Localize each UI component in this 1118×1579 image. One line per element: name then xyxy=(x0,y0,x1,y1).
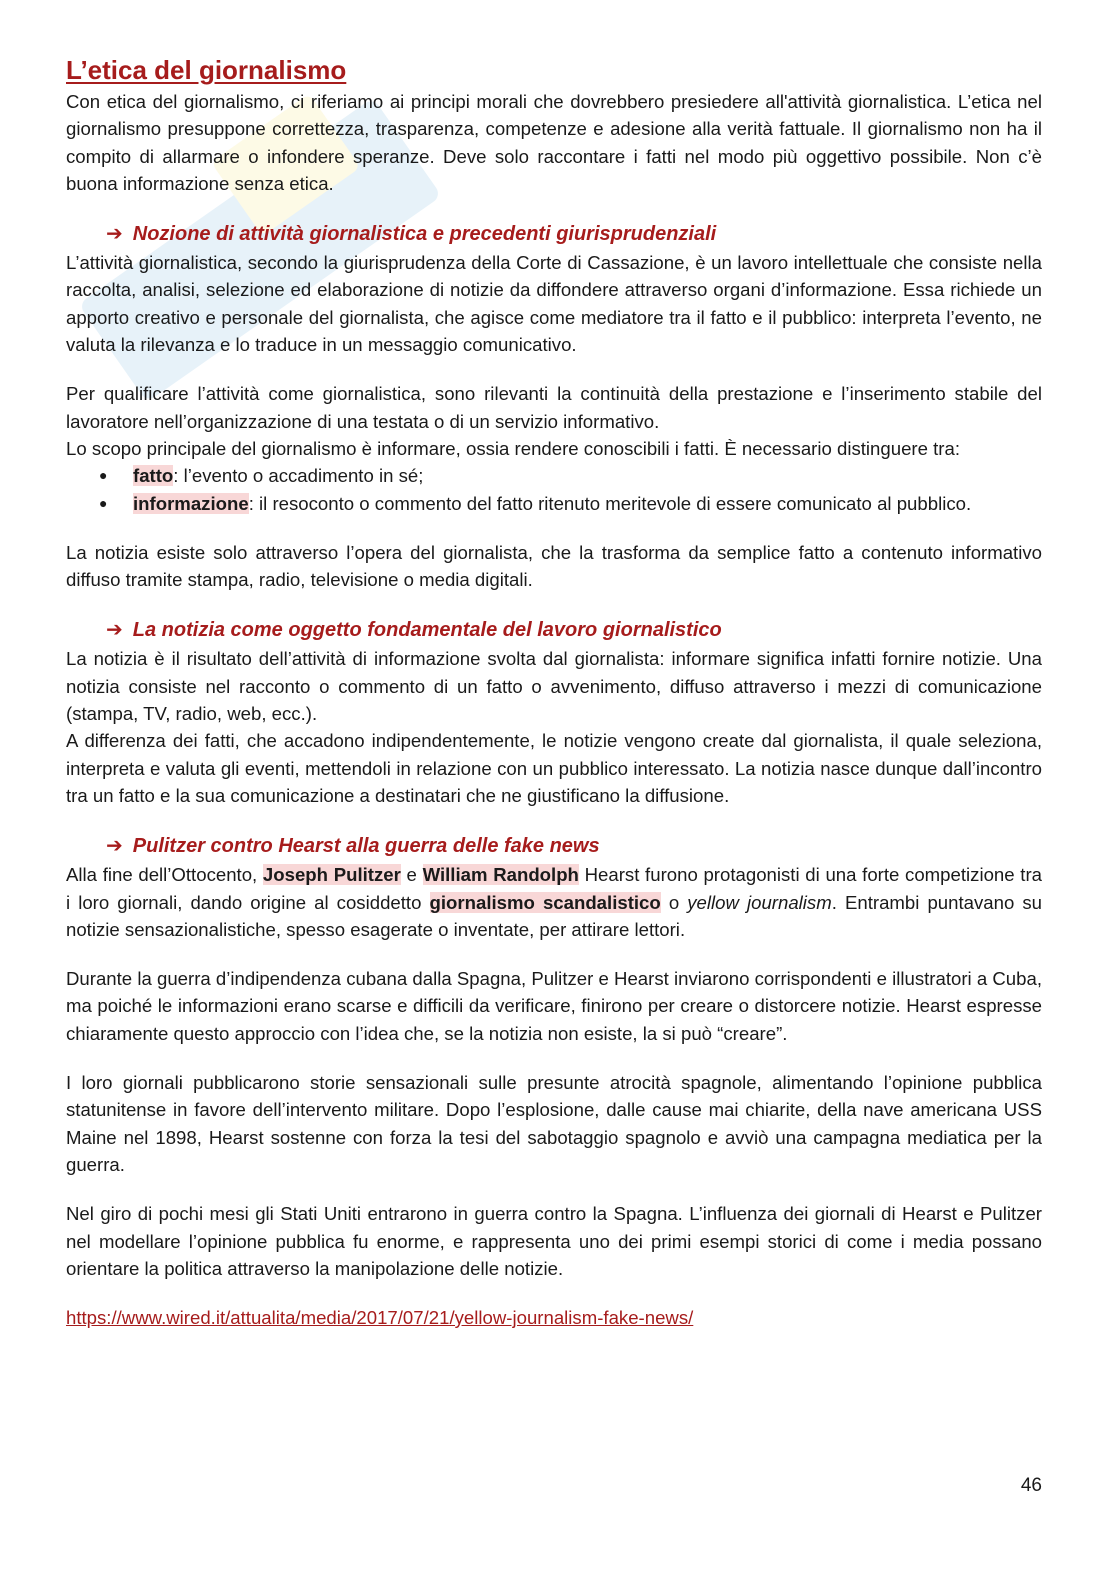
intro-paragraph: Con etica del giornalismo, ci riferiamo ai principi morali che dovrebbero presiedere all'attività giornalistica. L’etica nel giornalismo presuppone correttezza, trasparenza, competenze e adesione alla verità fattuale. Il giornalismo non ha il compito di allarmare o infondere speranze. Deve solo raccontare i fatti nel modo più oggettivo possibile. Non c’è buona informazione senza etica. xyxy=(66,91,1042,194)
arrow-icon: ➔ xyxy=(106,619,123,642)
paragraph: La notizia è il risultato dell’attività di informazione svolta dal giornalista: informare significa infatti fornire notizie. Una notizia consiste nel racconto o commento di un fatto o avvenimento, diffuso attraverso i mezzi di comunicazione (stampa, TV, radio, web, ecc.). xyxy=(66,648,1042,725)
page-number: 46 xyxy=(1020,1475,1042,1496)
section-heading-pulitzer: ➔ Pulitzer contro Hearst alla guerra delle fake news xyxy=(106,835,600,858)
paragraph: L’attività giornalistica, secondo la giurisprudenza della Corte di Cassazione, è un lavoro intellettuale che consiste nella raccolta, analisi, selezione ed elaborazione di notizie da diffondere attraverso organi d’informazione. Essa richiede un apporto creativo e personale del giornalista, che agisce come mediatore tra il fatto e il pubblico: interpreta l’evento, ne valuta la rilevanza e lo traduce in un messaggio comunicativo. xyxy=(66,252,1042,356)
definition-list xyxy=(66,462,1042,517)
highlighted-term: Joseph Pulitzer xyxy=(262,864,401,886)
paragraph: I loro giornali pubblicarono storie sensazionali sulle presunte atrocità spagnole, alimentando l’opinione pubblica statunitense in favore dell’intervento militare. Dopo l’esplosione, dalle cause mai chiarite, della nave americana USS Maine nel 1898, Hearst sostenne con forza la tesi del sabotaggio spagnolo e avviò una campagna mediatica per la guerra. xyxy=(66,1072,1042,1175)
document-page xyxy=(66,52,1042,1331)
highlighted-term: giornalismo scandalistico xyxy=(429,891,661,913)
paragraph: Alla fine dell’Ottocento, Joseph Pulitzer e William Randolph Hearst furono protagonisti di una forte competizione tra i loro giornali, dando origine al cosiddetto giornalismo scandalistico o yellow journalism. Entrambi puntavano su notizie sensazionalistiche, spesso esagerate o inventate, per attirare lettori. xyxy=(66,864,1042,940)
paragraph: La notizia esiste solo attraverso l’opera del giornalista, che la trasforma da semplice fatto a contenuto informativo diffuso tramite stampa, radio, televisione o media digitali. xyxy=(66,541,1042,591)
paragraph: A differenza dei fatti, che accadono indipendentemente, le notizie vengono create dal giornalista, il quale seleziona, interpreta e valuta gli eventi, mettendoli in relazione con un pubblico interessato. La notizia nasce dunque dall’incontro tra un fatto e la sua comunicazione a destinatari che ne giustificano la diffusione. xyxy=(66,730,1042,806)
paragraph: Durante la guerra d’indipendenza cubana dalla Spagna, Pulitzer e Hearst inviarono corrispondenti e illustratori a Cuba, ma poiché le informazioni erano scarse e difficili da verificare, finirono per creare o distorcere notizie. Hearst espresse chiaramente questo approccio con l’idea che, se la notizia non esiste, la si può “creare”. xyxy=(66,968,1042,1044)
highlighted-term: William Randolph xyxy=(422,864,579,886)
source-link[interactable]: https://www.wired.it/attualita/media/2017/07/21/yellow-journalism-fake-news/ xyxy=(66,1307,694,1329)
page-title: L’etica del giornalismo xyxy=(66,55,347,85)
highlighted-term: informazione xyxy=(133,492,249,514)
arrow-icon: ➔ xyxy=(106,835,123,858)
list-item: ● informazione: il resoconto o commento del fatto ritenuto meritevole di essere comunicato al pubblico. xyxy=(66,490,1042,517)
paragraph: Per qualificare l’attività come giornalistica, sono rilevanti la continuità della prestazione e l’inserimento stabile del lavoratore nell’organizzazione di una testata o di un servizio informativo. xyxy=(66,383,1042,432)
section-heading-notizia: ➔ La notizia come oggetto fondamentale del lavoro giornalistico xyxy=(106,619,722,642)
arrow-icon: ➔ xyxy=(106,223,123,246)
paragraph: Nel giro di pochi mesi gli Stati Uniti entrarono in guerra contro la Spagna. L’influenza dei giornali di Hearst e Pulitzer nel modellare l’opinione pubblica fu enorme, e rappresenta uno dei primi esempi storici di come i media possano orientare la politica attraverso la manipolazione delle notizie. xyxy=(66,1203,1042,1279)
section-heading-attivita: ➔ Nozione di attività giornalistica e precedenti giurisprudenziali xyxy=(106,223,717,246)
highlighted-term: fatto xyxy=(133,465,174,487)
list-item: ● fatto: l’evento o accadimento in sé; xyxy=(66,462,1042,489)
paragraph: Lo scopo principale del giornalismo è informare, ossia rendere conoscibili i fatti. È necessario distinguere tra: xyxy=(66,437,960,459)
